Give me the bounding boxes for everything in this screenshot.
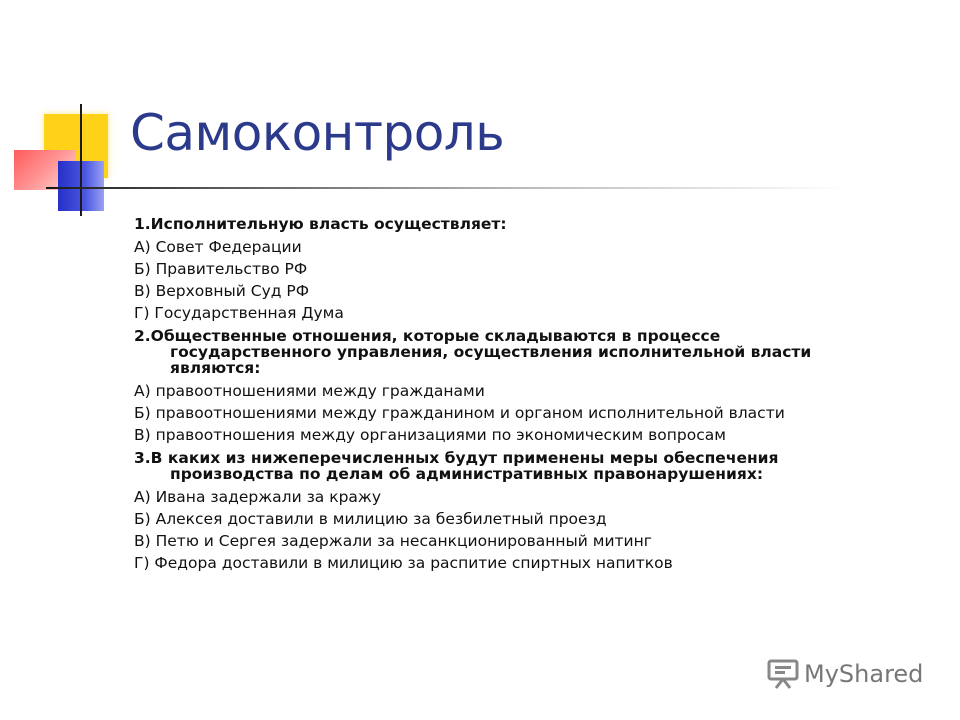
title-underline bbox=[46, 187, 846, 189]
presentation-board-icon bbox=[766, 657, 800, 691]
answer-option: В) правоотношения между организациями по экономическим вопросам bbox=[134, 426, 726, 444]
slide-title: Самоконтроль bbox=[130, 104, 505, 162]
answer-option: А) Совет Федерации bbox=[134, 238, 302, 256]
answer-option: В) Верховный Суд РФ bbox=[134, 282, 310, 300]
question-2: 2.Общественные отношения, которые складываются в процессе государственного управления, осуществления исполнительной власти являются: bbox=[134, 327, 812, 377]
corner-decoration bbox=[0, 0, 140, 230]
answer-option: А) Ивана задержали за кражу bbox=[134, 488, 382, 506]
answer-option: Г) Федора доставили в милицию за распитие спиртных напитков bbox=[134, 554, 673, 572]
answer-option: Б) правоотношениями между гражданином и органом исполнительной власти bbox=[134, 404, 785, 422]
answer-option: В) Петю и Сергея задержали за несанкционированный митинг bbox=[134, 532, 652, 550]
quiz-content bbox=[134, 214, 854, 574]
question-1: 1.Исполнительную власть осуществляет: bbox=[134, 215, 507, 233]
answer-option: Г) Государственная Дума bbox=[134, 304, 344, 322]
answer-option: А) правоотношениями между гражданами bbox=[134, 382, 485, 400]
question-3: 3.В каких из нижеперечисленных будут применены меры обеспечения производства по делам об административных правонарушениях: bbox=[134, 449, 779, 483]
vertical-rule bbox=[80, 104, 82, 216]
answer-option: Б) Алексея доставили в милицию за безбилетный проезд bbox=[134, 510, 607, 528]
myshared-watermark bbox=[766, 657, 923, 691]
watermark-text: MyShared bbox=[804, 660, 924, 688]
answer-option: Б) Правительство РФ bbox=[134, 260, 308, 278]
